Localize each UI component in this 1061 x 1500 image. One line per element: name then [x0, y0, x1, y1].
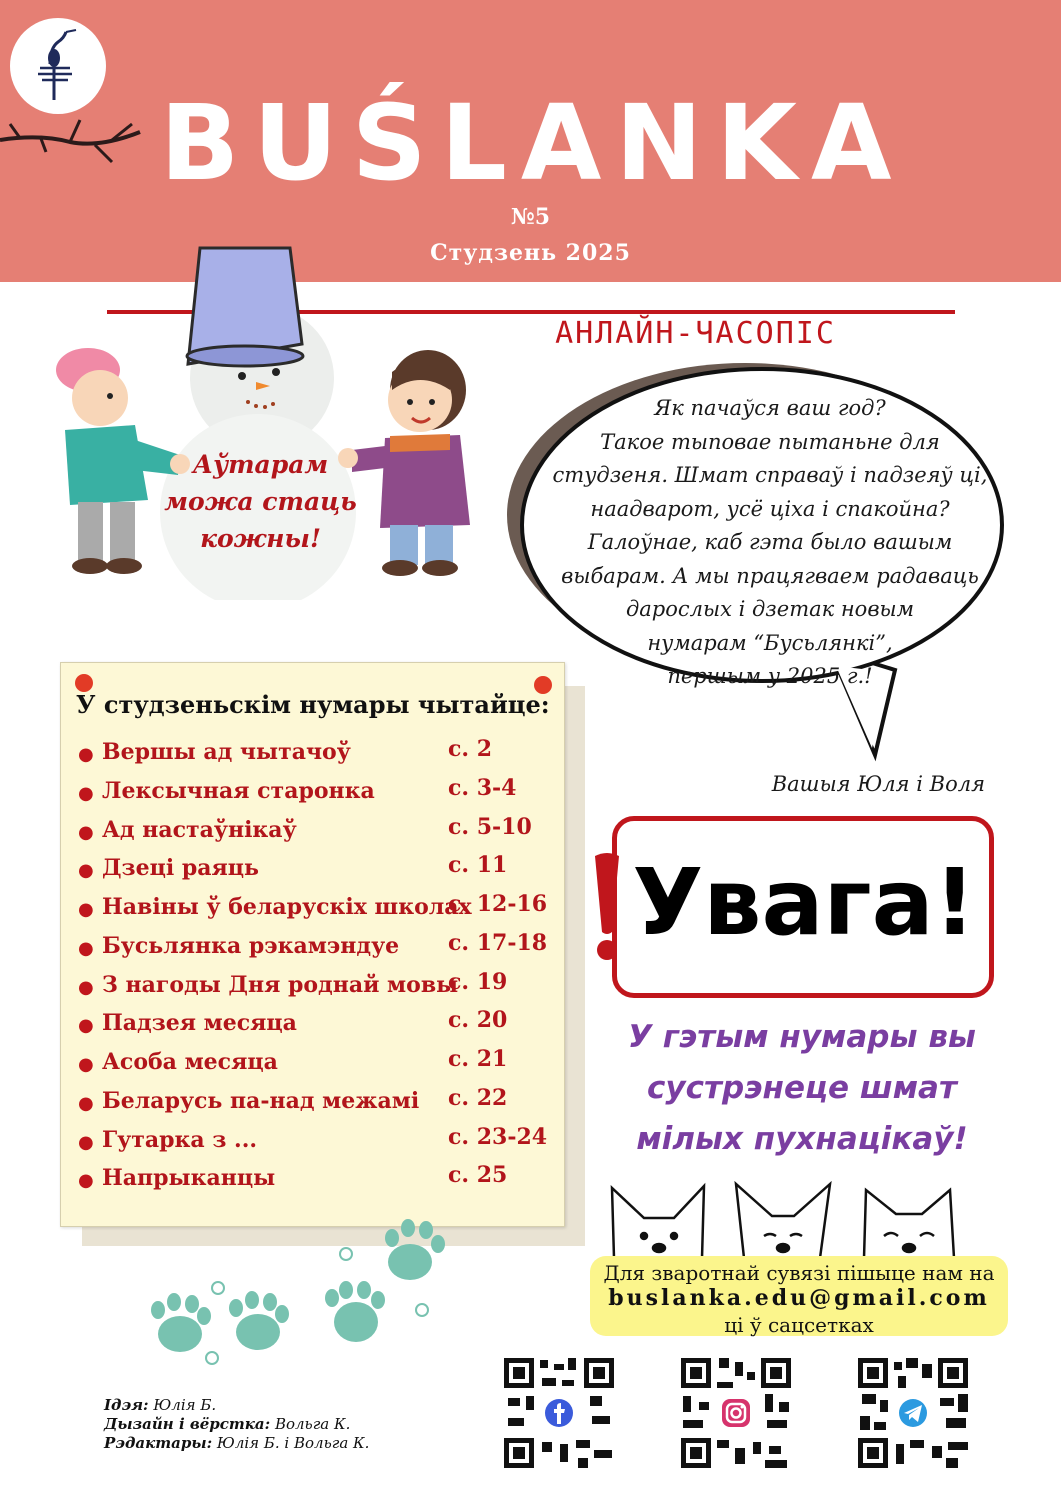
credit-editors: Рэдактары: Юлія Б. і Вольга К. — [104, 1434, 370, 1452]
bullet-icon: ● — [78, 860, 94, 882]
credit-idea: Ідэя: Юлія Б. — [104, 1396, 217, 1414]
slogan-line: Аўтарам — [192, 450, 329, 479]
promo-line: У гэтым нумары вы — [628, 1019, 976, 1055]
paw-icon — [151, 1293, 211, 1352]
issue-number: №5 — [510, 204, 551, 230]
toc-page: с. 5-10 — [448, 813, 532, 840]
bullet-icon: ● — [78, 937, 94, 959]
bullet-icon: ● — [78, 1170, 94, 1192]
toc-page: с. 17-18 — [448, 929, 548, 956]
editorial-line: Такое тыповае пытаньне для — [600, 429, 940, 454]
editorial-line: наадварот, усё ціха і спакойна? — [590, 496, 950, 521]
editors-signature: Вашыя Юля і Воля — [771, 772, 985, 796]
paw-icon — [325, 1281, 385, 1342]
toc-label: Бусьлянка рэкамэндуе — [102, 932, 400, 959]
toc-item[interactable] — [78, 1046, 548, 1085]
toc-page: с. 12-16 — [448, 891, 548, 917]
toc-label: Вершы ад чытачоў — [102, 739, 351, 765]
paw-icon — [229, 1291, 289, 1350]
toc-item[interactable] — [78, 1124, 548, 1163]
toc-page: с. 25 — [448, 1162, 508, 1189]
toc-item[interactable] — [78, 1007, 548, 1046]
toc-label: Дзеці раяць — [102, 855, 259, 882]
toc-item[interactable] — [78, 852, 548, 891]
magazine-subtitle: АНЛАЙН-ЧАСОПІС — [555, 316, 836, 351]
bullet-icon: ● — [78, 782, 94, 804]
puppies-illustration — [604, 1178, 984, 1260]
table-of-contents — [78, 736, 548, 1201]
editorial-line: выбарам. А мы працягваем радаваць — [561, 563, 979, 588]
bullet-icon: ● — [78, 1092, 94, 1114]
qr-code-instagram[interactable] — [677, 1354, 795, 1472]
editorial-line: Як пачаўся ваш год? — [654, 396, 886, 420]
branch-icon — [0, 112, 145, 172]
editorial-line: студзеня. Шмат справаў і падзеяў ці, — [552, 463, 988, 487]
toc-label: Ад настаўнікаў — [102, 816, 297, 843]
toc-label: Беларусь па-над межамі — [102, 1087, 420, 1114]
editorial-line: першым у 2025 г.! — [667, 664, 873, 688]
editorial-text — [535, 392, 1005, 694]
paw-prints-decoration — [140, 1210, 460, 1380]
toc-item[interactable] — [78, 736, 548, 775]
promo-line: мілых пухнацікаў! — [636, 1121, 968, 1157]
toc-page: с. 3-4 — [448, 774, 517, 801]
snowman-slogan — [158, 446, 363, 557]
slogan-line: кожны! — [200, 524, 321, 553]
toc-item[interactable] — [78, 891, 548, 930]
toc-item[interactable] — [78, 775, 548, 814]
toc-label: Асоба месяца — [102, 1049, 278, 1075]
slogan-line: можа стаць — [164, 487, 357, 516]
toc-label: Лексычная старонка — [102, 777, 375, 804]
contact-socials: ці ў сацсетках — [724, 1313, 874, 1337]
toc-label: Напрыканцы — [102, 1165, 276, 1192]
qr-code-telegram[interactable] — [854, 1354, 972, 1472]
issue-date: Студзень 2025 — [430, 240, 631, 266]
toc-page: с. 22 — [448, 1084, 508, 1111]
toc-page: с. 11 — [448, 852, 508, 879]
bullet-icon: ● — [78, 976, 94, 998]
toc-page: с. 21 — [448, 1046, 508, 1072]
contact-email[interactable]: buslanka.edu@gmail.com — [608, 1285, 990, 1311]
bullet-icon: ● — [78, 899, 94, 920]
promo-line: сустрэнеце шмат — [647, 1070, 957, 1106]
qr-code-facebook[interactable] — [500, 1354, 618, 1472]
bullet-icon: ● — [78, 744, 94, 765]
promo-text — [596, 1012, 1008, 1165]
toc-page: с. 20 — [448, 1007, 508, 1034]
toc-item[interactable] — [78, 814, 548, 853]
toc-label: Навіны ў беларускіх школах — [102, 894, 472, 920]
toc-item[interactable] — [78, 1085, 548, 1124]
toc-label: Падзея месяца — [102, 1010, 297, 1037]
contact-intro: Для зваротнай сувязі пішыце нам на — [603, 1261, 995, 1285]
bullet-icon: ● — [78, 1054, 94, 1075]
toc-label: Гутарка з ... — [102, 1126, 258, 1153]
logo — [10, 18, 106, 114]
credits — [104, 1396, 464, 1453]
toc-label: З нагоды Дня роднай мовы — [102, 971, 459, 998]
bullet-icon: ● — [78, 1015, 94, 1037]
contents-heading: У студзеньскім нумары чытайце: — [76, 690, 550, 719]
credit-design: Дызайн і вёрстка: Вольга К. — [104, 1415, 351, 1433]
toc-page: с. 2 — [448, 736, 493, 762]
editorial-line: нумарам “Бусьлянкі”, — [647, 630, 893, 655]
stork-nest-icon — [10, 18, 106, 114]
editorial-line: дарослых і дзетак новым — [625, 597, 915, 621]
attention-title: Увага! — [632, 849, 976, 956]
toc-item[interactable] — [78, 930, 548, 969]
paw-icon — [385, 1219, 445, 1280]
bullet-icon: ● — [78, 821, 94, 843]
toc-page: с. 19 — [448, 968, 508, 995]
toc-item[interactable] — [78, 969, 548, 1008]
magazine-title: BUŚLANKA — [160, 82, 906, 204]
editorial-line: Галоўнае, каб гэта было вашым — [587, 530, 953, 554]
toc-item[interactable] — [78, 1162, 548, 1201]
toc-page: с. 23-24 — [448, 1123, 548, 1150]
bullet-icon: ● — [78, 1131, 94, 1153]
